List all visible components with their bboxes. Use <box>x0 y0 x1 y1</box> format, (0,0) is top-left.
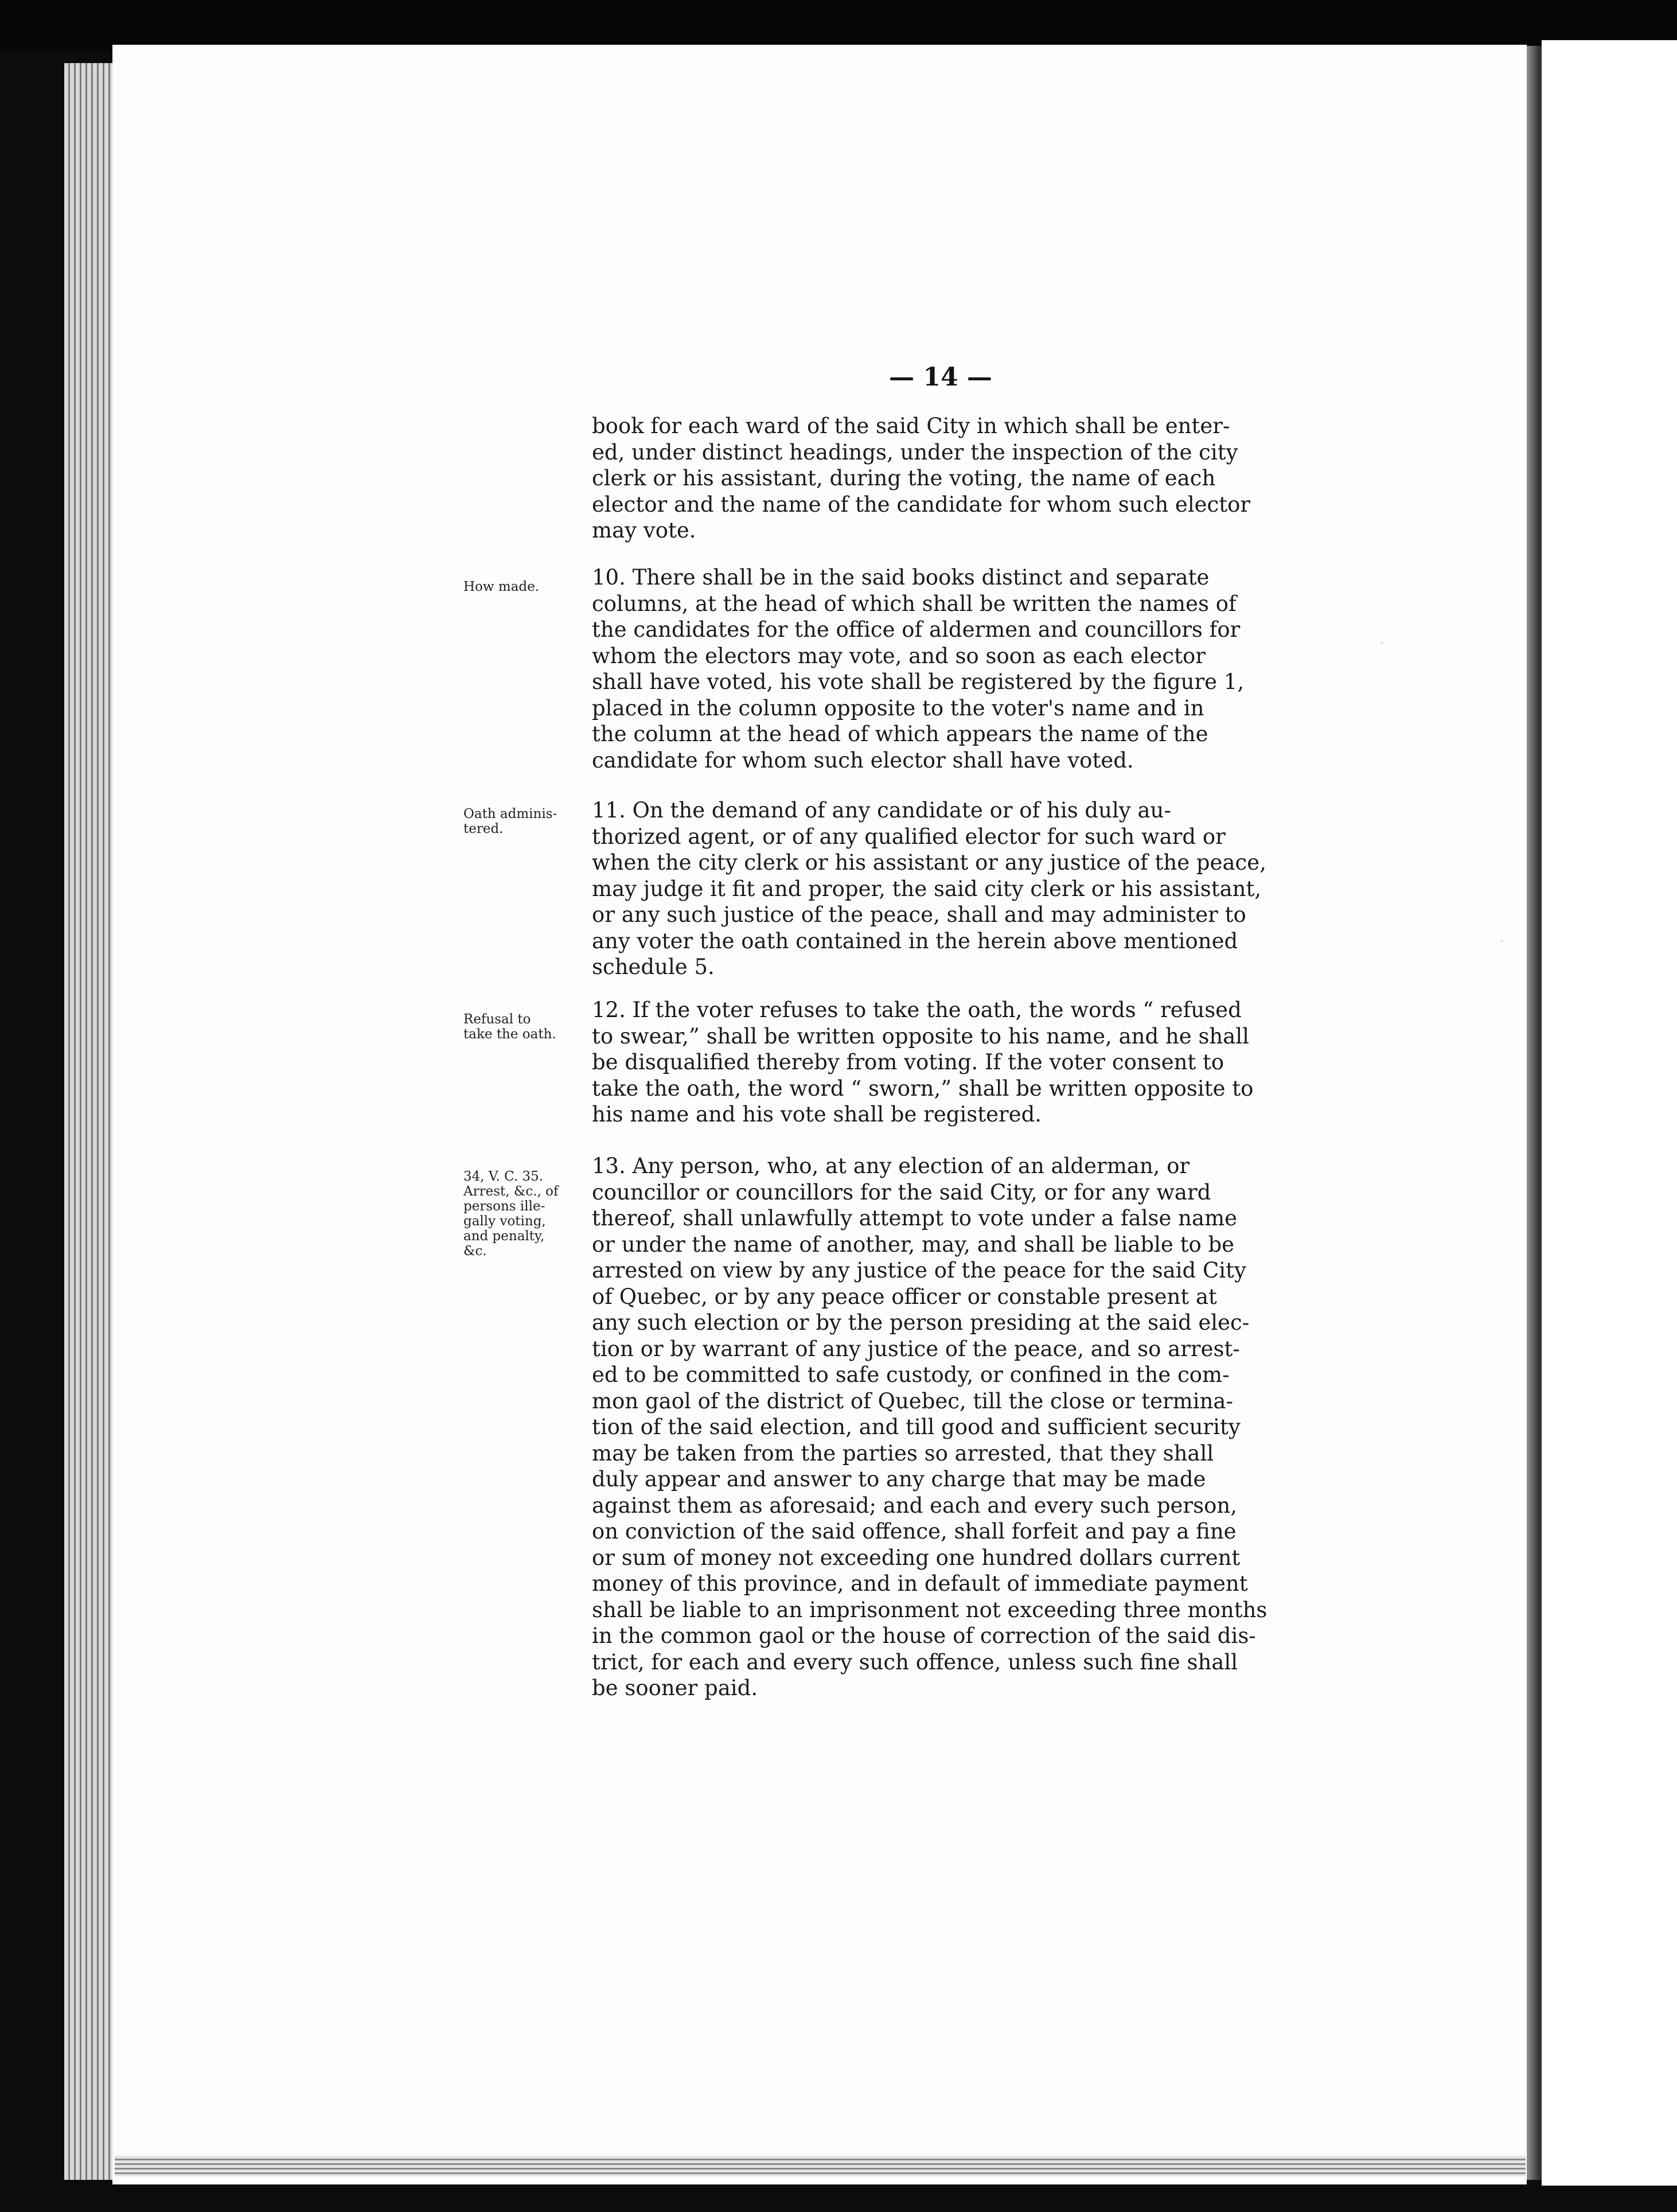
section-10-paragraph: 10. There shall be in the said books distinct and separate columns, at the head of which shall be written the names of the candidates for the office of aldermen and councillors for whom the electors may vote, and so soon as each elector shall have voted, his vote shall be registered by the figure 1, placed in the column opposite to the voter's name and in the column at the head of which appears the name of the candidate for whom such elector shall have voted. <box>592 565 1245 773</box>
marginal-note-arrest-penalty: 34, V. C. 35. Arrest, &c., of persons ille- gally voting, and penalty, &c. <box>463 1169 559 1259</box>
page-edge-stack-left <box>64 63 116 2180</box>
section-11-paragraph: 11. On the demand of any candidate or of his duly au- thorized agent, or of any qualified elector for such ward or when the city clerk or his assistant or any justice of the peace, may judge it fit and proper, the said city clerk or his assistant, or any such justice of the peace, shall and may administer to any voter the oath contained in the herein above mentioned schedule 5. <box>592 798 1266 979</box>
page-edge-stack-bottom <box>115 2156 1526 2176</box>
paragraph-continuation: book for each ward of the said City in which shall be enter- ed, under distinct headings, under the inspection of the city clerk or his assistant, during the voting, the name of each elector and the name of the candidate for whom such elector may vote. <box>592 414 1251 543</box>
marginal-note-oath-administered: Oath adminis- tered. <box>463 807 557 836</box>
facing-page-edge <box>1542 40 1677 2186</box>
page-number: — 14 — <box>889 363 992 392</box>
paper-speck <box>1380 641 1383 645</box>
section-13-paragraph: 13. Any person, who, at any election of an alderman, or councillor or councillors for the said City, or for any ward thereof, shall unlawfully attempt to vote under a false name or under the name of another, may, and shall be liable to be arrested on view by any justice of the peace for the said City of Quebec, or by any peace officer or constable present at any such election or by the person presiding at the said elec- tion or by warrant of any justice of the peace, and so arrest- ed to be committed to safe custody, or confined in the com- mon gaol of the district of Quebec, till the close or termina- tion of the said election, and till good and sufficient security may be taken from the parties so arrested, that they shall duly appear and answer to any charge that may be made against them as aforesaid; and each and every such person, on conviction of the said offence, shall forfeit and pay a fine or sum of money not exceeding one hundred dollars current money of this province, and in default of immediate payment shall be liable to an imprisonment not exceeding three months in the common gaol or the house of correction of the said dis- trict, for each and every such offence, unless such fine shall be sooner paid. <box>592 1154 1268 1700</box>
paper-speck <box>1500 940 1503 943</box>
marginal-note-how-made: How made. <box>463 579 540 594</box>
marginal-note-refusal-oath: Refusal to take the oath. <box>463 1012 556 1042</box>
scanner-top-border <box>0 0 1677 50</box>
section-12-paragraph: 12. If the voter refuses to take the oath, the words “ refused to swear,” shall be written opposite to his name, and he shall be disqualified thereby from voting. If the voter consent to take the oath, the word “ sworn,” shall be written opposite to his name and his vote shall be registered. <box>592 998 1254 1127</box>
